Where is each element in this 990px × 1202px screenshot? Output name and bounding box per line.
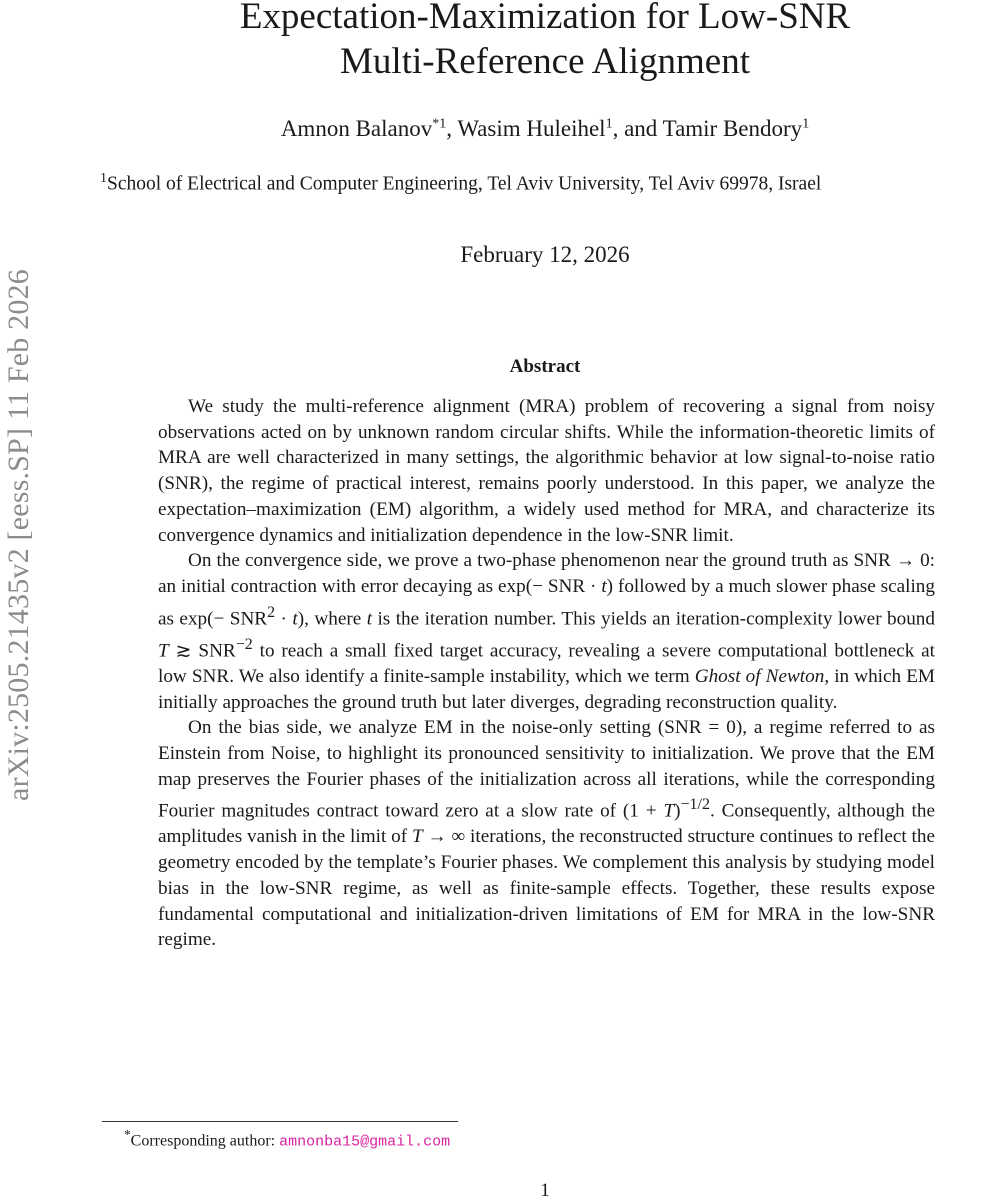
- author-separator: ,: [446, 116, 458, 141]
- text-run: → ∞ iterations, the reconstructed structure continues to reflect the geometry encoded by the template’s Fourier phases. We complement this analysis by studying model bias in the low-SNR regime, as well as finite-sample effects. Together, these results expose fundamental computational and initialization-driven limitations of EM for MRA in the low-SNR regime.: [158, 826, 935, 951]
- author-mark: *1: [432, 116, 447, 132]
- paper-title: [150, 0, 940, 84]
- title-line-2: Multi-Reference Alignment: [340, 41, 750, 82]
- footnote-divider: [102, 1121, 458, 1122]
- math-sup: −2: [235, 635, 253, 653]
- affiliation: [100, 171, 990, 196]
- corresponding-email-link[interactable]: amnonba15@gmail.com: [279, 1133, 451, 1151]
- abstract-paragraph-2: [158, 548, 935, 715]
- text-run: On the bias side, we analyze EM in the noise-only setting (SNR = 0), a regime referred to as Einstein from Noise, to highlight its pronounced sensitivity to initialization. We prove that the EM map preserves the Fourier phases of the initialization across all iterations, while the corresponding Fourier magnitudes contract toward zero at a slow rate of (1 +: [158, 717, 935, 822]
- text-run: is the iteration number. This yields an iteration-complexity lower bound: [372, 608, 935, 630]
- text-run: to reach a small fixed target accuracy, revealing a severe computational bottleneck at low SNR. We also identify a finite-sample instability, which we term: [158, 640, 936, 687]
- math-var: T: [663, 800, 675, 822]
- arxiv-identifier-stamp: arXiv:2505.21435v2 [eess.SP] 11 Feb 2026: [2, 269, 35, 801]
- text-run: . Consequently, although the amplitudes vanish in the limit of: [158, 800, 935, 848]
- math-sup: 2: [267, 603, 276, 621]
- emphasis-ghost-of-newton: Ghost of Newton: [694, 665, 825, 687]
- text-run: ): [674, 800, 681, 822]
- footnote-label: Corresponding author:: [130, 1132, 280, 1150]
- footnote: [124, 1127, 450, 1150]
- text-run: ) followed by a much slower phase scaling as exp(− SNR: [158, 575, 935, 630]
- author-name: Amnon Balanov: [280, 116, 433, 141]
- math-var: T: [411, 826, 423, 848]
- math-sup: −1/2: [680, 796, 710, 814]
- affiliation-text: School of Electrical and Computer Engineering, Tel Aviv University, Tel Aviv 69978, Israel: [107, 173, 822, 195]
- text-run: On the convergence side, we prove a two-phase phenomenon near the ground truth as SNR → 0: an initial contraction with error decaying as exp(− SNR ·: [158, 550, 935, 597]
- abstract-heading: Abstract: [509, 356, 581, 377]
- author-separator: , and: [612, 116, 663, 141]
- author-name: Wasim Huleihel: [457, 116, 606, 141]
- author-mark: 1: [605, 116, 613, 132]
- text-run: ), where: [297, 608, 367, 630]
- author-mark: 1: [802, 116, 810, 132]
- abstract-body: [158, 394, 935, 953]
- math-var: t: [292, 608, 298, 630]
- abstract-paragraph-3: [158, 715, 935, 953]
- footnote-mark: *: [124, 1127, 131, 1142]
- title-line-1: Expectation-Maximization for Low-SNR: [239, 0, 851, 37]
- page-number: 1: [540, 1180, 550, 1201]
- math-var: t: [601, 575, 607, 597]
- math-var: T: [158, 640, 169, 662]
- text-run: , in which EM initially approaches the ground truth but later diverges, degrading reconstruction quality.: [158, 665, 935, 713]
- math-var: t: [366, 608, 373, 630]
- author-list: [150, 116, 940, 142]
- affiliation-mark: 1: [100, 171, 107, 186]
- text-run: ·: [275, 608, 293, 630]
- abstract-paragraph-1: We study the multi-reference alignment (MRA) problem of recovering a signal from noisy observations acted on by unknown random circular shifts. While the information-theoretic limits of MRA are well characterized in many settings, the algorithmic behavior at low signal-to-noise ratio (SNR), the regime of practical interest, remains poorly understood. In this paper, we analyze the expectation–maximization (EM) algorithm, a widely used method for MRA, and characterize its convergence dynamics and initialization dependence in the low-SNR limit.: [158, 396, 935, 546]
- author-name: Tamir Bendory: [662, 116, 803, 141]
- publication-date: February 12, 2026: [460, 242, 630, 267]
- text-run: ≳ SNR: [168, 640, 236, 662]
